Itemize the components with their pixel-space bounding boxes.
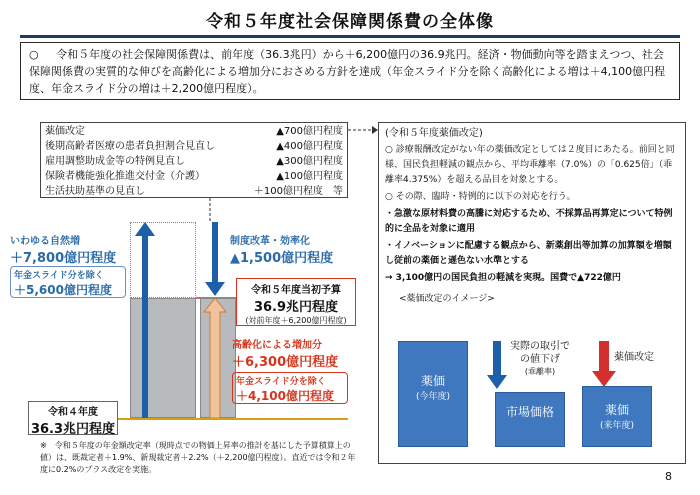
- reform-item: 薬価改定 ▲700億円程度: [45, 126, 343, 137]
- drug-price-para-1: ○ 診療報酬改定がない年の薬価改定としては２度目にあたる。前回と同様、国民負担軽減の観点から、平均乖離率（7.0%）の「0.625倍」（乖離率4.375%）を超える品目を対象とする。: [385, 145, 675, 185]
- reform-label-group: [230, 232, 340, 266]
- next-price-label: 薬価: [604, 403, 629, 417]
- actual-discount-arrow: [487, 341, 507, 389]
- aging-value: ＋6,300億円程度: [232, 355, 339, 370]
- natural-increase-arrow: [130, 222, 160, 418]
- r4-box: [28, 401, 118, 435]
- r5-budget-note: (対前年度＋6,200億円程度): [245, 316, 347, 325]
- actual-discount-label: 実際の取引での値下げ: [510, 341, 570, 365]
- footnote: ※ 令和５年度の年金額改定率（現時点での物価上昇率の推計を基にした予算積算上の値）は、既裁定者＋1.9%、新規裁定者＋2.2%（＋2,200億円程度）。直近では令和２年度に0.2%のプラス改定を実施。: [40, 441, 356, 474]
- current-price-sub: (今年度): [415, 392, 451, 402]
- reform-label: 制度改革・効率化: [230, 236, 310, 247]
- natural-label-group: [10, 232, 125, 266]
- natural-excl-label: 年金スライド分を除く: [14, 271, 104, 281]
- drug-price-heading: (令和５年度薬価改定): [385, 128, 483, 139]
- page-number: 8: [665, 470, 672, 483]
- next-price-sub: (来年度): [599, 421, 635, 431]
- natural-label: いわゆる自然増: [10, 236, 80, 247]
- natural-excl-box: [10, 266, 126, 298]
- drug-price-para-3: ・急激な原材料費の高騰に対応するため、不採算品再算定について特例的に全品を対象に適用: [385, 209, 673, 234]
- diagram-caption: <薬価改定のイメージ>: [399, 294, 495, 304]
- market-price-label: 市場価格: [505, 405, 554, 419]
- r5-budget-title: 令和５年度当初予算: [251, 285, 341, 296]
- drug-price-para-4: ・イノベーションに配慮する観点から、新薬創出等加算の加算額を増額し従前の薬価と遜色ない水準とする: [385, 241, 672, 266]
- summary-text: 令和５年度の社会保障関係費は、前年度（36.3兆円）から＋6,200億円の36.9兆円。経済・物価動向等を踏まえつつ、社会保障関係費の実質的な伸びを高齢化による増加分におさめる方針を達成（年金スライド分を除く高齢化による増は＋4,100億円程度、年金スライド分の増は＋2,200億円程度）。: [29, 48, 666, 95]
- actual-discount-sub: (乖離率): [524, 367, 556, 376]
- aging-excl-label: 年金スライド分を除く: [236, 377, 326, 387]
- price-revision-label: 薬価改定: [614, 352, 654, 363]
- r5-budget-box: [236, 278, 356, 326]
- price-revision-arrow: [592, 341, 616, 387]
- aging-excl-value: ＋4,100億円程度: [236, 389, 334, 403]
- aging-arrow: [200, 298, 230, 418]
- r5-budget-value: 36.9兆円程度: [253, 300, 339, 315]
- reform-value: ▲1,500億円程度: [230, 251, 334, 266]
- reform-item: 雇用調整助成金等の特例見直し ▲300億円程度: [45, 156, 343, 167]
- reform-item: 後期高齢者医療の患者負担割合見直し ▲400億円程度: [45, 141, 343, 152]
- aging-label-group: [232, 336, 352, 370]
- natural-value: ＋7,800億円程度: [10, 251, 117, 266]
- natural-excl-value: ＋5,600億円程度: [14, 283, 112, 297]
- current-price-label: 薬価: [420, 374, 445, 388]
- next-price-box: [582, 386, 652, 447]
- current-price-box: [398, 341, 468, 447]
- summary-bullet: ○: [29, 48, 39, 61]
- reform-item: 生活扶助基準の見直し ＋100億円程度 等: [45, 186, 343, 197]
- drug-price-para-5: → 3,100億円の国民負担の軽減を実現。国費で▲722億円: [385, 273, 621, 283]
- reform-item: 保険者機能強化推進交付金（介護） ▲100億円程度: [45, 171, 343, 182]
- r4-title: 令和４年度: [48, 407, 98, 418]
- aging-excl-box: [232, 372, 348, 404]
- r4-value: 36.3兆円程度: [30, 422, 116, 437]
- aging-label: 高齢化による増加分: [232, 340, 322, 351]
- actual-discount-label-group: [508, 340, 572, 377]
- market-price-box: [495, 392, 565, 447]
- page-title: 令和５年度社会保障関係費の全体像: [206, 12, 494, 32]
- reform-arrow: [200, 222, 230, 298]
- drug-price-para-2: ○ その際、臨時・特例的に以下の対応を行う。: [385, 192, 576, 202]
